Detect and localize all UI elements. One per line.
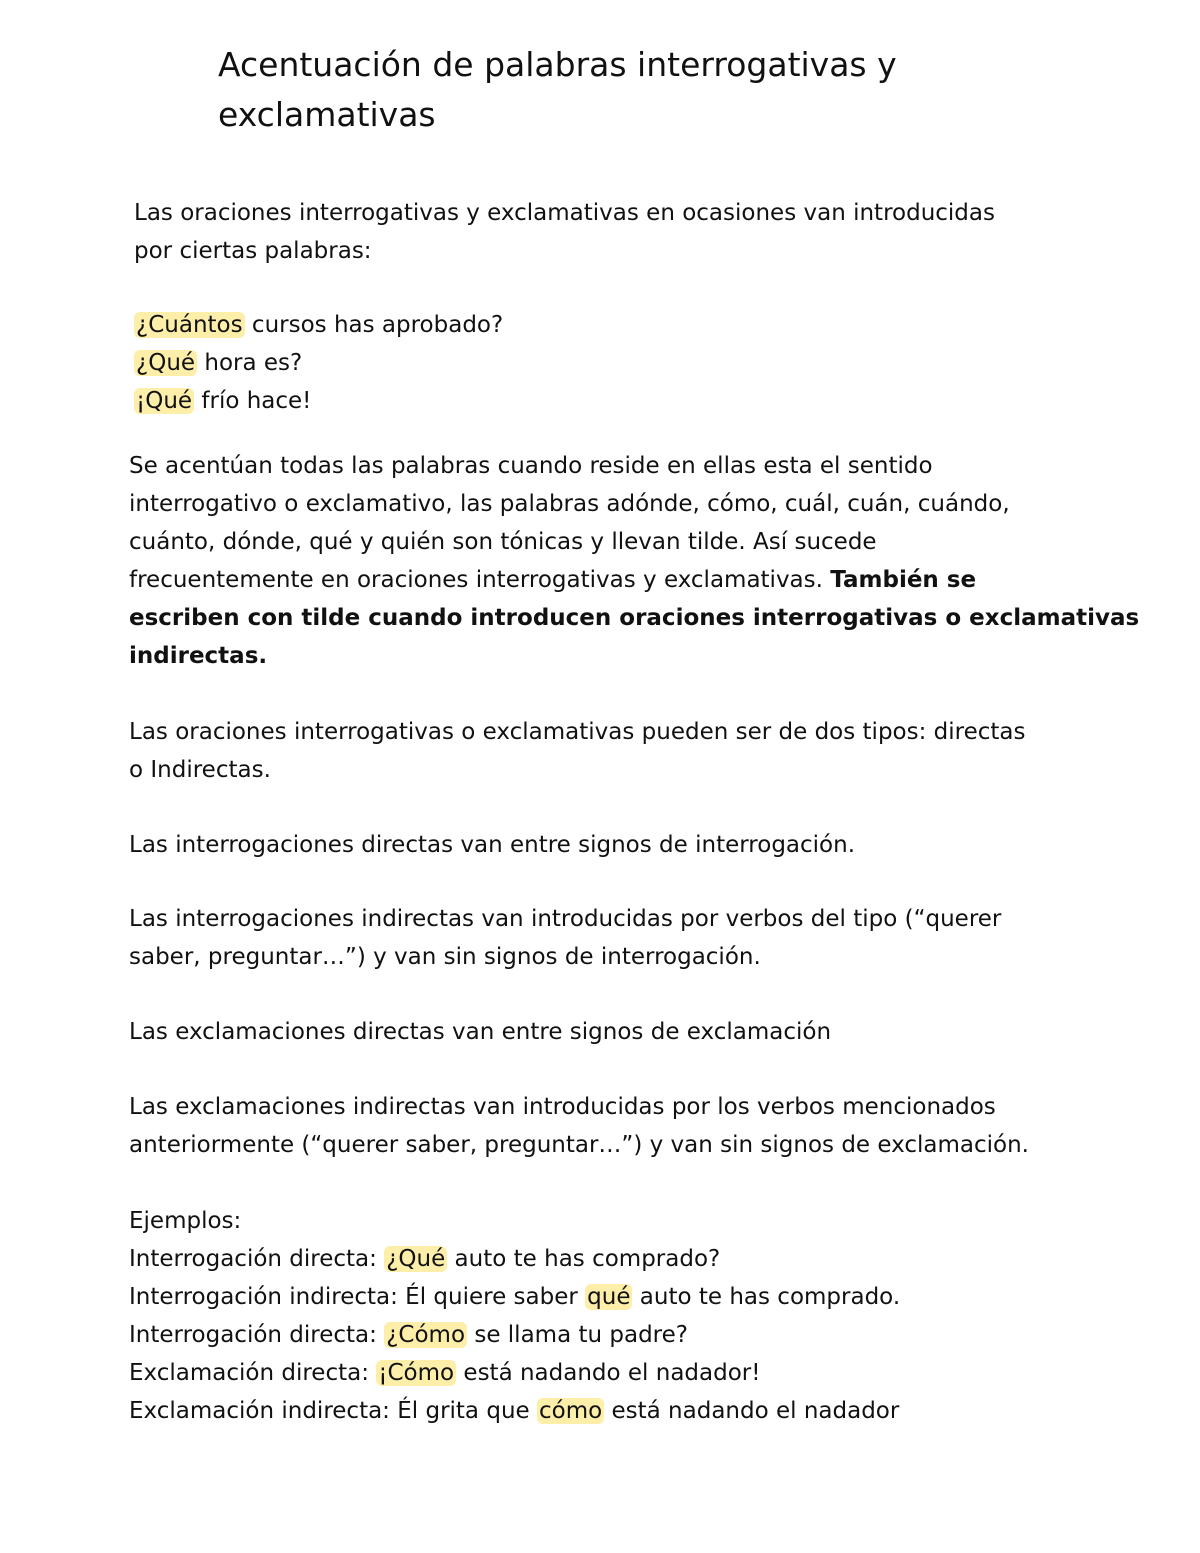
example-item: Interrogación directa: ¿Qué auto te has comprado? <box>129 1246 721 1272</box>
top-example-1: ¿Cuántos cursos has aprobado? <box>136 312 504 338</box>
indirect-excl-line-1: Las exclamaciones indirectas van introducidas por los verbos mencionados <box>129 1094 996 1120</box>
highlight-word: qué <box>587 1284 631 1310</box>
title-line-1: Acentuación de palabras interrogativas y <box>218 45 897 84</box>
types-paragraph <box>129 713 1025 789</box>
examples-section <box>129 1202 900 1430</box>
direct-exclamation-paragraph: Las exclamaciones directas van entre signos de exclamación <box>129 1019 832 1045</box>
rule-line-3: cuánto, dónde, qué y quién son tónicas y llevan tilde. Así sucede <box>129 529 877 555</box>
highlight-word: ¡Cómo <box>378 1360 455 1386</box>
highlight-word: ¿Qué <box>136 350 196 376</box>
top-example-2: ¿Qué hora es? <box>136 350 303 376</box>
title-line-2: exclamativas <box>218 95 436 134</box>
rule-paragraph <box>129 447 1139 675</box>
indirect-interrog-line-2: saber, preguntar…”) y van sin signos de interrogación. <box>129 944 761 970</box>
examples-heading: Ejemplos: <box>129 1208 242 1234</box>
intro-paragraph <box>134 194 995 270</box>
rule-line-5: escriben con tilde cuando introducen oraciones interrogativas o exclamativas <box>129 605 1140 631</box>
rule-line-1: Se acentúan todas las palabras cuando reside en ellas esta el sentido <box>129 453 933 479</box>
types-line-1: Las oraciones interrogativas o exclamativas pueden ser de dos tipos: directas <box>129 719 1026 745</box>
highlight-word: cómo <box>538 1398 603 1424</box>
highlight-word: ¿Cuántos <box>136 312 243 338</box>
rule-bold-text: También se <box>830 567 977 593</box>
example-item: Interrogación directa: ¿Cómo se llama tu padre? <box>129 1322 688 1348</box>
example-item: Exclamación indirecta: Él grita que cómo está nadando el nadador <box>129 1398 900 1424</box>
highlight-word: ¿Qué <box>386 1246 446 1272</box>
highlight-word: ¡Qué <box>136 388 193 414</box>
indirect-exclamation-paragraph <box>129 1088 1029 1164</box>
indirect-excl-line-2: anteriormente (“querer saber, preguntar…”) y van sin signos de exclamación. <box>129 1132 1029 1158</box>
rule-line-4: frecuentemente en oraciones interrogativas y exclamativas. También se <box>129 567 977 593</box>
top-examples-list <box>134 306 503 420</box>
top-example-3: ¡Qué frío hace! <box>136 388 312 414</box>
direct-interrogation-paragraph: Las interrogaciones directas van entre signos de interrogación. <box>129 832 856 858</box>
rule-line-2: interrogativo o exclamativo, las palabras adónde, cómo, cuál, cuán, cuándo, <box>129 491 1010 517</box>
example-item: Exclamación directa: ¡Cómo está nadando el nadador! <box>129 1360 761 1386</box>
page-title <box>218 40 1118 140</box>
highlight-word: ¿Cómo <box>386 1322 466 1348</box>
intro-line-1: Las oraciones interrogativas y exclamativas en ocasiones van introducidas <box>134 200 995 226</box>
indirect-interrogation-paragraph <box>129 900 1001 976</box>
rule-line-6: indirectas. <box>129 643 268 669</box>
indirect-interrog-line-1: Las interrogaciones indirectas van introducidas por verbos del tipo (“querer <box>129 906 1002 932</box>
example-item: Interrogación indirecta: Él quiere saber qué auto te has comprado. <box>129 1284 901 1310</box>
intro-line-2: por ciertas palabras: <box>134 238 372 264</box>
types-line-2: o Indirectas. <box>129 757 271 783</box>
